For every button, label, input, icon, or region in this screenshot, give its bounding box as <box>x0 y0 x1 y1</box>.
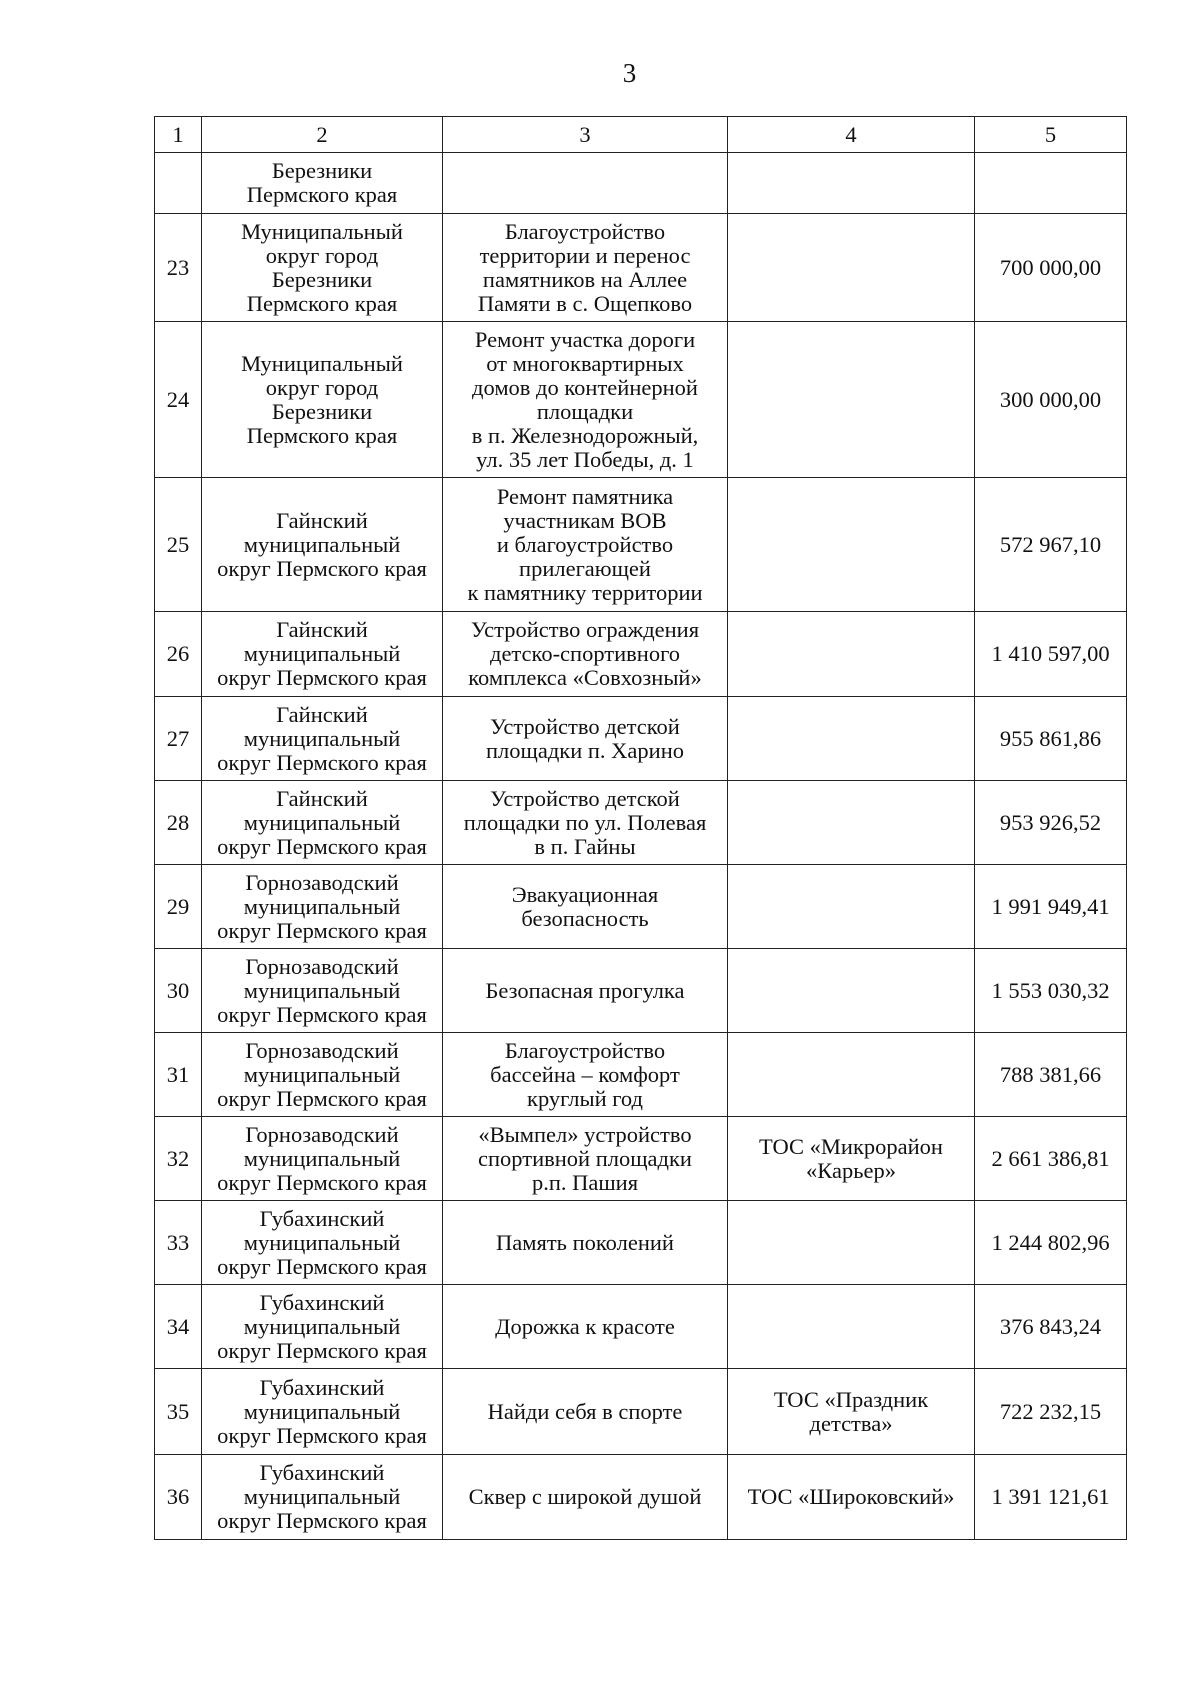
row-number: 35 <box>155 1369 202 1455</box>
amount-cell: 376 843,24 <box>975 1285 1127 1369</box>
tos-cell <box>728 781 975 865</box>
tos-cell <box>728 478 975 612</box>
tos-cell <box>728 1285 975 1369</box>
table-row <box>155 214 1127 322</box>
tos-cell <box>728 1201 975 1285</box>
municipality-cell: Гайнский муниципальный округ Пермского края <box>202 697 443 781</box>
amount-cell: 953 926,52 <box>975 781 1127 865</box>
project-cell: Благоустройство бассейна – комфорт круглый год <box>443 1033 728 1117</box>
municipality-cell: Горнозаводский муниципальный округ Пермского края <box>202 1117 443 1201</box>
table-row <box>155 322 1127 478</box>
project-cell: Благоустройство территории и перенос памятников на Аллее Памяти в с. Ощепково <box>443 214 728 322</box>
row-number: 33 <box>155 1201 202 1285</box>
project-cell: Ремонт памятника участникам ВОВ и благоустройство прилегающей к памятнику территории <box>443 478 728 612</box>
row-number: 36 <box>155 1455 202 1540</box>
project-cell: Дорожка к красоте <box>443 1285 728 1369</box>
table-row <box>155 1369 1127 1455</box>
row-number: 30 <box>155 949 202 1033</box>
header-col-4: 4 <box>728 117 975 153</box>
municipality-cell: Губахинский муниципальный округ Пермского края <box>202 1369 443 1455</box>
tos-cell: ТОС «Праздник детства» <box>728 1369 975 1455</box>
tos-cell <box>728 697 975 781</box>
project-cell <box>443 153 728 214</box>
municipality-cell: Губахинский муниципальный округ Пермского края <box>202 1285 443 1369</box>
amount-cell: 1 244 802,96 <box>975 1201 1127 1285</box>
municipality-cell: Березники Пермского края <box>202 153 443 214</box>
municipality-cell: Горнозаводский муниципальный округ Пермского края <box>202 865 443 949</box>
tos-cell <box>728 214 975 322</box>
table-row <box>155 865 1127 949</box>
amount-cell: 2 661 386,81 <box>975 1117 1127 1201</box>
municipality-cell: Муниципальный округ город Березники Пермского края <box>202 214 443 322</box>
tos-cell <box>728 865 975 949</box>
amount-cell: 788 381,66 <box>975 1033 1127 1117</box>
table-row <box>155 781 1127 865</box>
row-number: 29 <box>155 865 202 949</box>
projects-table <box>154 116 1127 1540</box>
table-row <box>155 949 1127 1033</box>
amount-cell: 300 000,00 <box>975 322 1127 478</box>
header-col-5: 5 <box>975 117 1127 153</box>
amount-cell <box>975 153 1127 214</box>
amount-cell: 722 232,15 <box>975 1369 1127 1455</box>
row-number <box>155 153 202 214</box>
amount-cell: 1 553 030,32 <box>975 949 1127 1033</box>
amount-cell: 572 967,10 <box>975 478 1127 612</box>
table-row <box>155 478 1127 612</box>
amount-cell: 1 391 121,61 <box>975 1455 1127 1540</box>
project-cell: Ремонт участка дороги от многоквартирных домов до контейнерной площадки в п. Железнодорожный, ул. 35 лет Победы, д. 1 <box>443 322 728 478</box>
tos-cell <box>728 153 975 214</box>
project-cell: Сквер с широкой душой <box>443 1455 728 1540</box>
table-row <box>155 612 1127 697</box>
table-row <box>155 153 1127 214</box>
tos-cell <box>728 949 975 1033</box>
header-col-3: 3 <box>443 117 728 153</box>
tos-cell: ТОС «Микрорайон «Карьер» <box>728 1117 975 1201</box>
header-col-1: 1 <box>155 117 202 153</box>
row-number: 28 <box>155 781 202 865</box>
municipality-cell: Горнозаводский муниципальный округ Пермского края <box>202 949 443 1033</box>
header-col-2: 2 <box>202 117 443 153</box>
municipality-cell: Гайнский муниципальный округ Пермского края <box>202 478 443 612</box>
row-number: 27 <box>155 697 202 781</box>
row-number: 34 <box>155 1285 202 1369</box>
tos-cell <box>728 1033 975 1117</box>
amount-cell: 955 861,86 <box>975 697 1127 781</box>
project-cell: Устройство ограждения детско-спортивного комплекса «Совхозный» <box>443 612 728 697</box>
row-number: 24 <box>155 322 202 478</box>
project-cell: Эвакуационная безопасность <box>443 865 728 949</box>
table-row <box>155 1455 1127 1540</box>
municipality-cell: Гайнский муниципальный округ Пермского края <box>202 781 443 865</box>
project-cell: Найди себя в спорте <box>443 1369 728 1455</box>
amount-cell: 1 410 597,00 <box>975 612 1127 697</box>
municipality-cell: Горнозаводский муниципальный округ Пермского края <box>202 1033 443 1117</box>
table-row <box>155 1033 1127 1117</box>
amount-cell: 1 991 949,41 <box>975 865 1127 949</box>
municipality-cell: Губахинский муниципальный округ Пермского края <box>202 1455 443 1540</box>
table-row <box>155 697 1127 781</box>
tos-cell <box>728 612 975 697</box>
page-number: 3 <box>622 58 637 88</box>
row-number: 23 <box>155 214 202 322</box>
row-number: 32 <box>155 1117 202 1201</box>
municipality-cell: Муниципальный округ город Березники Пермского края <box>202 322 443 478</box>
table-header-row <box>155 117 1127 153</box>
tos-cell: ТОС «Широковский» <box>728 1455 975 1540</box>
table-row <box>155 1117 1127 1201</box>
municipality-cell: Гайнский муниципальный округ Пермского края <box>202 612 443 697</box>
row-number: 25 <box>155 478 202 612</box>
project-cell: Безопасная прогулка <box>443 949 728 1033</box>
project-cell: Устройство детской площадки по ул. Полевая в п. Гайны <box>443 781 728 865</box>
project-cell: Память поколений <box>443 1201 728 1285</box>
project-cell: «Вымпел» устройство спортивной площадки р.п. Пашия <box>443 1117 728 1201</box>
municipality-cell: Губахинский муниципальный округ Пермского края <box>202 1201 443 1285</box>
amount-cell: 700 000,00 <box>975 214 1127 322</box>
row-number: 26 <box>155 612 202 697</box>
table-row <box>155 1285 1127 1369</box>
table-row <box>155 1201 1127 1285</box>
tos-cell <box>728 322 975 478</box>
project-cell: Устройство детской площадки п. Харино <box>443 697 728 781</box>
row-number: 31 <box>155 1033 202 1117</box>
